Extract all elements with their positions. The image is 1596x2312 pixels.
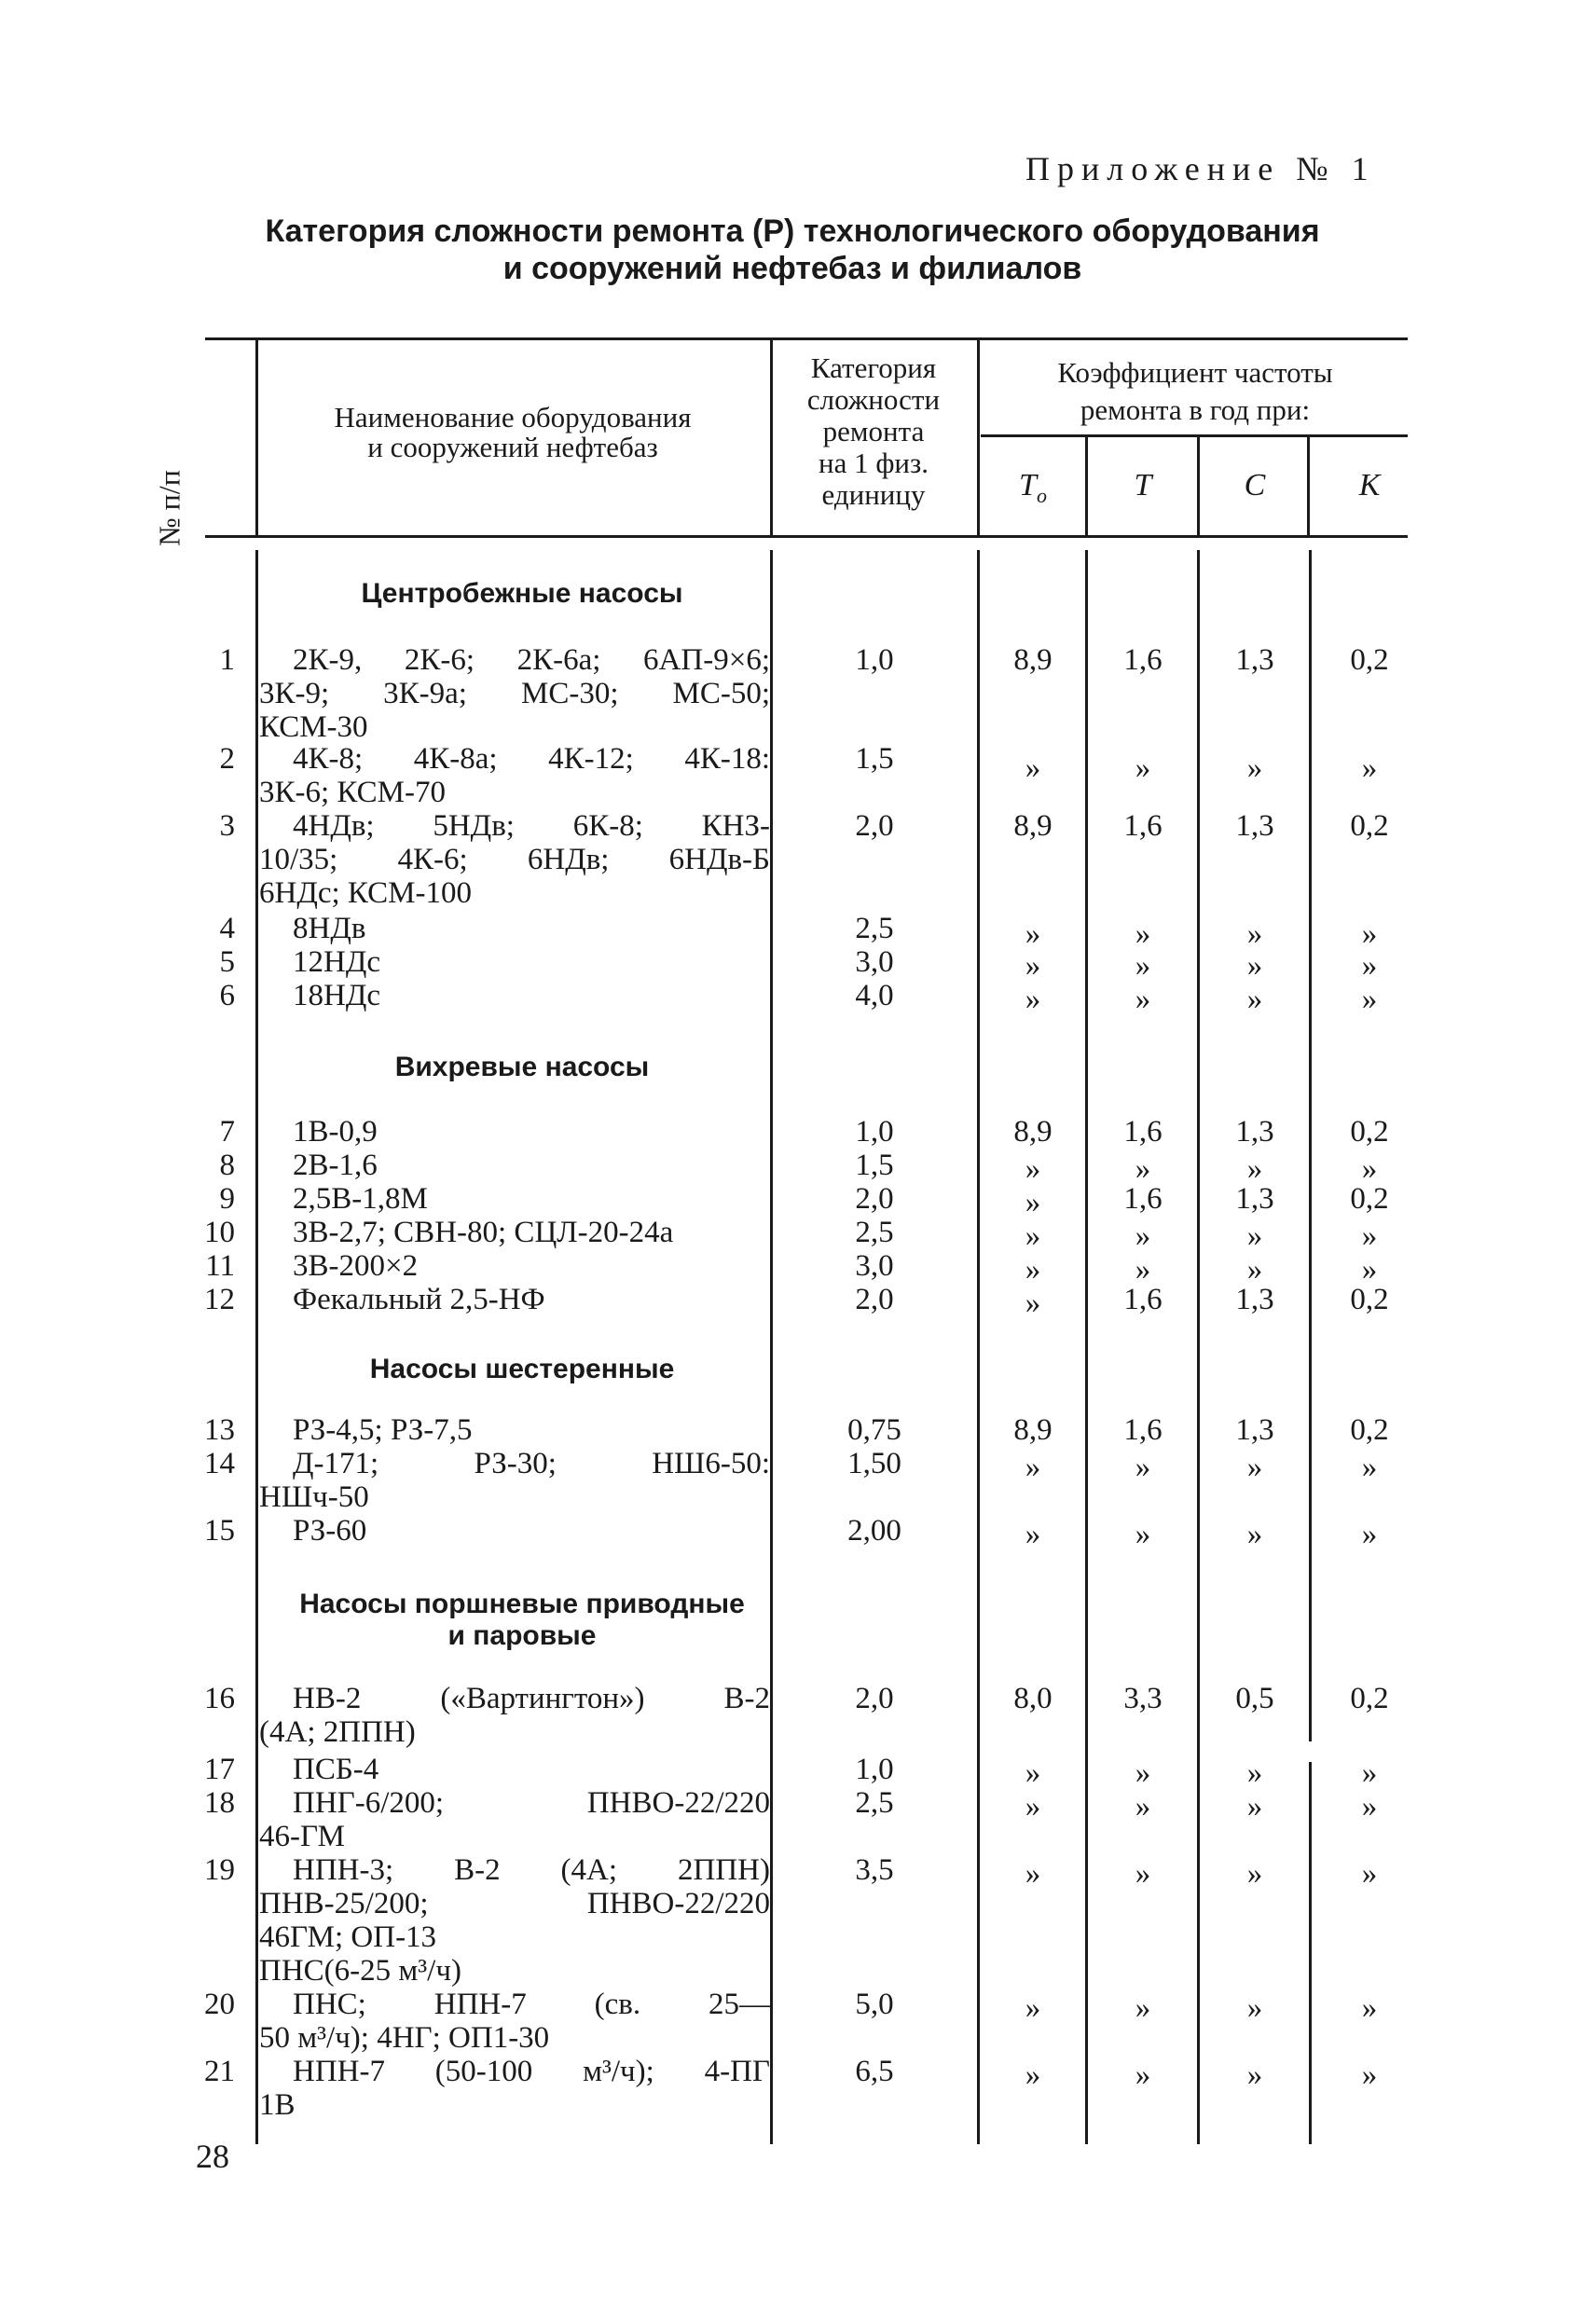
row-number: 16 [204,1682,235,1715]
row-coef-c: 1,3 [1235,809,1274,843]
header-coefficient [983,354,1408,429]
row-number: 15 [204,1514,235,1548]
row-coef-k: » [1361,1219,1378,1253]
row-number: 13 [204,1413,235,1447]
header-col-t: Т [1134,468,1152,502]
row-number: 10 [204,1216,235,1249]
row-name-line: 3К-9; 3К-9а; МС-30; МС-50; [259,677,770,710]
row-coef-t: » [1135,1451,1151,1484]
row-coef-to: » [1025,1857,1041,1891]
row-coef-c: » [1246,1152,1263,1186]
row-category: 3,0 [855,945,894,979]
row-name [259,643,770,744]
row-category: 3,0 [855,1249,894,1283]
header-col-k: К [1358,468,1381,502]
row-name [259,742,770,809]
row-coef-to: » [1025,1152,1041,1186]
row-coef-c: » [1246,1790,1263,1823]
col-divider-cat [977,337,980,535]
row-name [259,1182,770,1216]
row-coef-k: » [1361,1152,1378,1186]
row-coef-t: 1,6 [1123,1182,1163,1216]
title-line-2: и сооружений нефтебаз и филиалов [502,251,1082,286]
section-heading: Центробежные насосы [361,578,683,609]
coef-sub-rule [981,434,1408,437]
row-name-line: НПН-3; В-2 (4А; 2ППН) [293,1853,770,1887]
row-name [259,1149,770,1182]
header-name-line-1: Наименование оборудования [334,401,692,434]
row-coef-t: 1,6 [1123,809,1163,843]
row-name-line: 2,5В-1,8М [293,1182,428,1216]
section-heading: Вихревые насосы [394,1052,650,1082]
row-coef-c: » [1246,1451,1263,1484]
row-coef-to: » [1025,1790,1041,1823]
col-divider-k1 [1085,434,1088,535]
col-divider-num [255,550,258,2144]
row-coef-t: 1,6 [1123,643,1163,677]
row-name [259,2055,770,2122]
row-coef-t: 1,6 [1123,1115,1163,1149]
row-name-line: 12НДс [293,945,380,979]
row-category: 1,5 [855,1149,894,1182]
row-category: 3,5 [855,1853,894,1887]
row-name [259,1413,770,1447]
row-name-line: ПНС; НПН-7 (св. 25— [293,1988,770,2021]
row-coef-t: » [1135,751,1151,785]
row-coef-c: 1,3 [1235,1182,1274,1216]
header-num: № п/п [152,470,186,546]
header-coef-line-2: ремонта в год при: [1080,393,1311,426]
row-name-line: РЗ-60 [293,1514,367,1548]
row-coef-k: 0,2 [1350,1413,1389,1447]
row-coef-to: 8,9 [1013,1413,1053,1447]
row-name-line: ПНВ-25/200; ПНВО-22/220 [259,1887,770,1920]
row-name-line: 18НДс [293,979,380,1012]
row-coef-c: 0,5 [1235,1682,1274,1715]
row-name [259,1853,770,1988]
row-name-line: 3В-200×2 [293,1249,419,1283]
row-name-line: ПНГ-6/200; ПНВО-22/220 [293,1786,770,1820]
row-coef-t: » [1135,1518,1151,1551]
row-coef-c: » [1246,2058,1263,2092]
row-name [259,1249,770,1283]
row-name [259,1753,770,1786]
section-heading: Насосы шестеренные [369,1354,675,1384]
col-divider-k2 [1197,550,1200,2144]
row-coef-t: 3,3 [1123,1682,1163,1715]
page-number: 28 [196,2138,229,2175]
row-name-line: 4НДв; 5НДв; 6К-8; КНЗ- [293,809,770,843]
row-name-line: 8НДв [293,912,366,945]
row-coef-to: » [1025,983,1041,1016]
row-number: 20 [204,1988,235,2021]
row-number: 7 [219,1115,235,1149]
table-top-rule [205,337,1408,340]
col-divider-name [770,337,773,535]
row-name [259,1216,770,1249]
row-coef-k: 0,2 [1350,1283,1389,1316]
header-name [261,403,764,462]
col-divider-k1 [1085,550,1088,2144]
col-divider-k3 [1309,550,1312,1741]
row-name [259,809,770,910]
row-coef-c: 1,3 [1235,1413,1274,1447]
row-number: 6 [219,979,235,1012]
row-name-line: 2В-1,6 [293,1149,378,1182]
row-coef-to: » [1025,917,1041,951]
row-name-line: ПСБ-4 [293,1753,379,1786]
row-number: 9 [219,1182,235,1216]
row-coef-t: » [1135,1756,1151,1790]
row-coef-k: » [1361,1451,1378,1484]
section-heading-line: и паровые [447,1620,597,1651]
header-category [777,352,970,511]
row-coef-to: » [1025,1756,1041,1790]
row-coef-k: » [1361,1991,1378,2025]
row-name [259,979,770,1012]
table-title [252,213,1333,287]
row-coef-c: » [1246,1253,1263,1287]
row-coef-c: » [1246,917,1263,951]
row-name-line: 46ГМ; ОП-13 [259,1920,437,1954]
row-coef-c: » [1246,751,1263,785]
row-coef-to: 8,9 [1013,643,1053,677]
row-coef-t: » [1135,1857,1151,1891]
row-coef-t: 1,6 [1123,1413,1163,1447]
section-heading-line: Насосы поршневые приводные [299,1589,745,1619]
row-coef-to: 8,0 [1013,1682,1053,1715]
row-coef-k: » [1361,1756,1378,1790]
row-name [259,1447,770,1514]
row-name [259,1786,770,1853]
row-coef-c: » [1246,1219,1263,1253]
row-coef-to: » [1025,1186,1041,1219]
row-number: 2 [219,742,235,776]
row-coef-to: » [1025,1219,1041,1253]
row-coef-to: » [1025,2058,1041,2092]
row-coef-c: » [1246,1991,1263,2025]
row-coef-to: 8,9 [1013,1115,1053,1149]
row-category: 2,5 [855,1786,894,1820]
row-coef-to: » [1025,1451,1041,1484]
row-coef-k: » [1361,949,1378,983]
header-bottom-rule [205,535,1408,538]
row-name [259,912,770,945]
row-coef-k: » [1361,1518,1378,1551]
header-cat-line: единицу [821,478,926,511]
row-coef-t: » [1135,1152,1151,1186]
row-coef-k: 0,2 [1350,1182,1389,1216]
row-name-line: 10/35; 4К-6; 6НДв; 6НДв-Б [259,843,770,876]
header-cat-line: на 1 физ. [818,447,929,479]
row-coef-to: 8,9 [1013,809,1053,843]
row-coef-t: » [1135,917,1151,951]
row-number: 1 [219,643,235,677]
row-coef-c: » [1246,949,1263,983]
row-coef-k: » [1361,1857,1378,1891]
row-name-line: 3К-6; КСМ-70 [259,776,446,809]
header-name-line-2: и сооружений нефтебаз [367,431,658,463]
appendix-label: Приложение № 1 [1025,150,1376,187]
col-divider-num [255,337,258,535]
header-cat-line: сложности [806,383,941,416]
row-coef-k: 0,2 [1350,1115,1389,1149]
title-line-1: Категория сложности ремонта (Р) технологического оборудования [265,213,1320,249]
row-name [259,1115,770,1149]
row-category: 2,0 [855,1682,894,1715]
row-name-line: НШч-50 [259,1480,369,1514]
row-coef-k: 0,2 [1350,809,1389,843]
row-number: 18 [204,1786,235,1820]
row-number: 19 [204,1853,235,1887]
row-name-line: (4А; 2ППН) [259,1715,416,1749]
row-name-line: ПНС(6-25 м³/ч) [259,1954,461,1988]
row-category: 0,75 [847,1413,901,1447]
row-coef-t: » [1135,1219,1151,1253]
row-number: 8 [219,1149,235,1182]
header-cat-line: ремонта [822,415,925,447]
row-category: 4,0 [855,979,894,1012]
row-coef-to: » [1025,1518,1041,1551]
row-coef-to: » [1025,1287,1041,1320]
row-coef-c: » [1246,1857,1263,1891]
row-name-line: 3В-2,7; СВН-80; СЦЛ-20-24а [293,1216,674,1249]
row-number: 11 [205,1249,235,1283]
row-coef-c: » [1246,983,1263,1016]
row-coef-c: 1,3 [1235,643,1274,677]
section-heading [261,1589,783,1652]
row-name-line: 50 м³/ч); 4НГ; ОП1-30 [259,2021,550,2055]
header-col-c: С [1244,468,1266,502]
row-coef-t: » [1135,983,1151,1016]
row-category: 1,5 [855,742,894,776]
header-coef-line-1: Коэффициент частоты [1057,356,1333,389]
row-coef-t: » [1135,2058,1151,2092]
row-coef-k: » [1361,751,1378,785]
row-name [259,945,770,979]
header-col-to [981,468,1085,511]
row-category: 2,5 [855,1216,894,1249]
row-number: 12 [204,1283,235,1316]
row-coef-to: » [1025,949,1041,983]
header-col-to-sub: о [1036,483,1047,507]
row-name-line: 1В-0,9 [293,1115,378,1149]
row-category: 1,0 [855,1115,894,1149]
row-name-line: РЗ-4,5; РЗ-7,5 [293,1413,473,1447]
row-coef-k: 0,2 [1350,1682,1389,1715]
row-name-line: 2К-9, 2К-6; 2К-6а; 6АП-9×6; [293,643,770,677]
row-coef-k: 0,2 [1350,643,1389,677]
row-category: 6,5 [855,2055,894,2088]
row-name [259,1514,770,1548]
row-number: 5 [219,945,235,979]
row-coef-to: » [1025,1991,1041,2025]
row-coef-to: » [1025,751,1041,785]
row-number: 14 [204,1447,235,1480]
row-name-line: НПН-7 (50-100 м³/ч); 4-ПГ [293,2055,770,2088]
row-name-line: 4К-8; 4К-8а; 4К-12; 4К-18: [293,742,770,776]
row-category: 1,0 [855,1753,894,1786]
row-name [259,1682,770,1749]
row-category: 2,0 [855,1283,894,1316]
row-coef-c: » [1246,1756,1263,1790]
header-cat-line: Категория [810,351,937,384]
row-name [259,1988,770,2055]
row-coef-c: 1,3 [1235,1283,1274,1316]
row-name-line: 6НДс; КСМ-100 [259,876,472,910]
row-coef-t: » [1135,1790,1151,1823]
row-number: 17 [204,1753,235,1786]
row-category: 1,0 [855,643,894,677]
row-number: 21 [204,2055,235,2088]
row-name-line: 1В [259,2088,296,2122]
row-category: 2,00 [847,1514,901,1548]
row-coef-c: » [1246,1518,1263,1551]
row-coef-k: » [1361,1253,1378,1287]
row-coef-t: » [1135,949,1151,983]
row-category: 1,50 [847,1447,901,1480]
row-name-line: 46-ГМ [259,1820,345,1853]
col-divider-k2 [1197,434,1200,535]
row-coef-k: » [1361,917,1378,951]
row-coef-t: » [1135,1253,1151,1287]
row-name-line: Фекальный 2,5-НФ [293,1283,545,1316]
row-name [259,1283,770,1316]
row-number: 4 [219,912,235,945]
row-name-line: Д-171; РЗ-30; НШ6-50: [293,1447,770,1480]
col-divider-cat [977,550,980,2144]
row-number: 3 [219,809,235,843]
col-divider-name [770,550,773,2144]
row-coef-t: » [1135,1991,1151,2025]
col-divider-k3 [1309,1762,1312,2144]
row-coef-to: » [1025,1253,1041,1287]
row-coef-t: 1,6 [1123,1283,1163,1316]
row-coef-k: » [1361,1790,1378,1823]
row-category: 2,0 [855,1182,894,1216]
row-category: 5,0 [855,1988,894,2021]
row-coef-k: » [1361,983,1378,1016]
row-coef-c: 1,3 [1235,1115,1274,1149]
row-category: 2,5 [855,912,894,945]
row-coef-k: » [1361,2058,1378,2092]
row-name-line: КСМ-30 [259,710,368,744]
row-category: 2,0 [855,809,894,843]
row-name-line: НВ-2 («Вартингтон») В-2 [293,1682,770,1715]
header-col-to-letter: Т [1019,468,1037,502]
col-divider-k3 [1307,434,1310,535]
